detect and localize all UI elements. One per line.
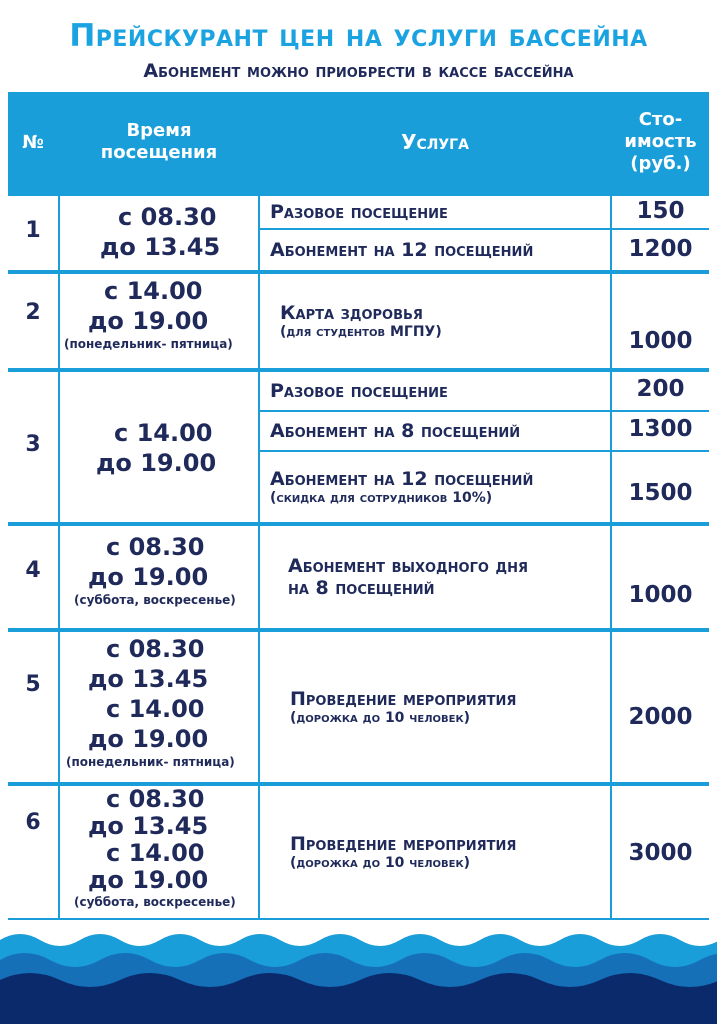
row-5-note: (понедельник- пятница) bbox=[66, 755, 235, 769]
row-3-service-3-sub: (скидка для сотрудников 10%) bbox=[270, 490, 493, 506]
row-4-service-1 bbox=[260, 526, 610, 628]
header-price bbox=[612, 92, 709, 192]
row-4-time bbox=[60, 526, 258, 628]
row-2-time-to: до 19.00 bbox=[88, 307, 209, 335]
row-5-price-1: 2000 bbox=[612, 632, 709, 782]
row-4-service-1-name: Абонемент выходного дня bbox=[288, 555, 528, 577]
row-6-price-1: 3000 bbox=[612, 786, 709, 918]
row-1-time-from: с 08.30 bbox=[118, 203, 217, 231]
row-6-note: (суббота, воскресенье) bbox=[74, 895, 236, 909]
price-table bbox=[8, 92, 709, 922]
row-5-service-1 bbox=[260, 632, 610, 782]
header-time-label: Время посещения bbox=[100, 120, 218, 163]
row-6-time-2: до 13.45 bbox=[88, 812, 209, 840]
row-6-service-1-sub: (дорожка до 10 человек) bbox=[290, 855, 471, 871]
row-3-price-2: 1300 bbox=[612, 412, 709, 450]
row-3-service-3 bbox=[260, 452, 610, 522]
row-3-time-from: с 14.00 bbox=[114, 419, 213, 447]
header-time bbox=[60, 92, 258, 192]
row-1-time bbox=[60, 196, 258, 270]
page-title: Прейскурант цен на услуги бассейна bbox=[69, 18, 648, 54]
row-3-time bbox=[60, 372, 258, 522]
row-4-note: (суббота, воскресенье) bbox=[74, 593, 236, 607]
row-3-price-1: 200 bbox=[612, 372, 709, 410]
row-6-time-3: с 14.00 bbox=[106, 839, 205, 867]
row-2-num: 2 bbox=[8, 274, 58, 368]
row-6-service-1 bbox=[260, 786, 610, 918]
row-4-num: 4 bbox=[8, 526, 58, 628]
row-6-time-1: с 08.30 bbox=[106, 785, 205, 813]
row-1-price-1: 150 bbox=[612, 196, 709, 228]
row-1-num: 1 bbox=[8, 196, 58, 270]
row-2-service-1 bbox=[260, 274, 610, 368]
row-2-note: (понедельник- пятница) bbox=[64, 337, 233, 351]
row-4-service-1-name2: на 8 посещений bbox=[288, 577, 435, 599]
row-5-time-4: до 19.00 bbox=[88, 725, 209, 753]
row-1-time-to: до 13.45 bbox=[100, 233, 221, 261]
row-2-time bbox=[60, 274, 258, 368]
header-num: № bbox=[22, 131, 44, 153]
row-6-time bbox=[60, 786, 258, 918]
row-3-service-2: Абонемент на 8 посещений bbox=[260, 412, 610, 450]
row-3-price-3: 1500 bbox=[612, 452, 709, 522]
row-5-time-1: с 08.30 bbox=[106, 635, 205, 663]
row-1-price-2: 1200 bbox=[612, 230, 709, 270]
row-5-service-1-name: Проведение мероприятия bbox=[290, 688, 517, 710]
row-3-num: 3 bbox=[8, 372, 58, 522]
row-1-service-1: Разовое посещение bbox=[260, 196, 610, 228]
row-4-time-to: до 19.00 bbox=[88, 563, 209, 591]
row-5-time bbox=[60, 632, 258, 782]
row-1-service-2: Абонемент на 12 посещений bbox=[260, 230, 610, 270]
row-2-price-1: 1000 bbox=[612, 274, 709, 368]
row-4-price-1: 1000 bbox=[612, 526, 709, 628]
row-5-time-3: с 14.00 bbox=[106, 695, 205, 723]
row-3-service-3-name: Абонемент на 12 посещений bbox=[270, 468, 534, 490]
row-4-time-from: с 08.30 bbox=[106, 533, 205, 561]
row-2-time-from: с 14.00 bbox=[104, 277, 203, 305]
header-price-label: Сто-имость (руб.) bbox=[624, 109, 697, 174]
page-subtitle: Абонемент можно приобрести в кассе бассейна bbox=[143, 60, 574, 82]
row-2-service-1-sub: (для студентов МГПУ) bbox=[280, 324, 442, 340]
row-5-time-2: до 13.45 bbox=[88, 665, 209, 693]
row-6-service-1-name: Проведение мероприятия bbox=[290, 833, 517, 855]
row-3-time-to: до 19.00 bbox=[96, 449, 217, 477]
row-5-service-1-sub: (дорожка до 10 человек) bbox=[290, 710, 471, 726]
row-2-service-1-name: Карта здоровья bbox=[280, 302, 423, 324]
row-5-num: 5 bbox=[8, 632, 58, 782]
row-3-service-1: Разовое посещение bbox=[260, 372, 610, 410]
sea-waves bbox=[0, 920, 717, 1024]
row-6-num: 6 bbox=[8, 786, 58, 918]
header-service: Услуга bbox=[401, 130, 469, 154]
row-6-time-4: до 19.00 bbox=[88, 866, 209, 894]
